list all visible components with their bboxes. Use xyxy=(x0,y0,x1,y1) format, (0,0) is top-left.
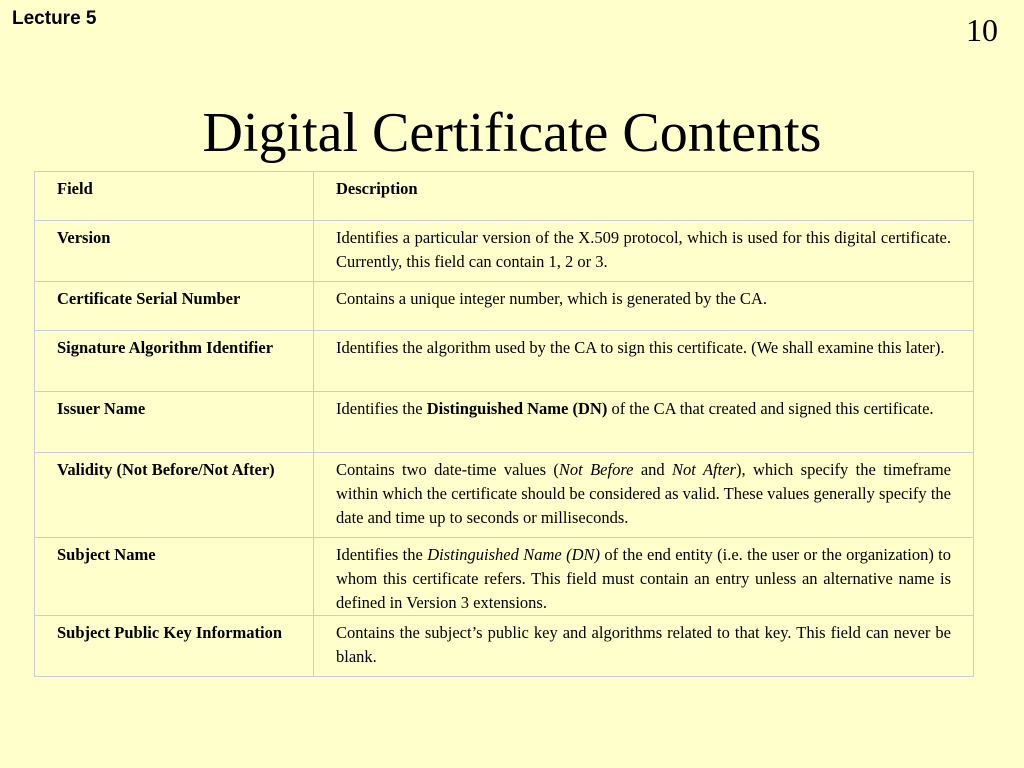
header-description: Description xyxy=(314,172,974,221)
description-italic-text: Distinguished Name (DN) xyxy=(427,545,601,564)
table-row xyxy=(35,392,974,453)
field-cell: Subject Name xyxy=(35,538,314,616)
field-cell: Signature Algorithm Identifier xyxy=(35,331,314,392)
table-row xyxy=(35,538,974,616)
table-row xyxy=(35,221,974,282)
description-cell: Contains the subject’s public key and algorithms related to that key. This field can never be blank. xyxy=(314,616,974,677)
field-cell: Certificate Serial Number xyxy=(35,282,314,331)
description-text: of the end entity (i.e. the user or the organization) to whom this certificate refers. This field must contain an entry unless an alternative name is defined in Version 3 extensions. xyxy=(336,545,952,612)
table-row xyxy=(35,453,974,538)
description-cell xyxy=(314,538,974,616)
description-text: of the CA that created and signed this certificate. xyxy=(607,399,934,418)
description-bold-text: Distinguished Name (DN) xyxy=(426,399,608,418)
description-text: Contains two date-time values ( xyxy=(336,460,559,479)
description-italic-text: Not Before xyxy=(558,460,634,479)
field-cell: Version xyxy=(35,221,314,282)
field-cell: Issuer Name xyxy=(35,392,314,453)
table-row xyxy=(35,616,974,677)
description-text: Identifies the xyxy=(336,399,427,418)
table-row xyxy=(35,282,974,331)
description-italic-text: Not After xyxy=(672,460,736,479)
description-text: and xyxy=(633,460,673,479)
field-cell: Subject Public Key Information xyxy=(35,616,314,677)
description-cell: Identifies the algorithm used by the CA to sign this certificate. (We shall examine this later). xyxy=(314,331,974,392)
description-cell xyxy=(314,453,974,538)
slide-title: Digital Certificate Contents xyxy=(202,102,822,164)
table-row xyxy=(35,331,974,392)
description-text: ), which specify the timeframe within which the certificate should be considered as valid. These values generally specify the date and time up to seconds or milliseconds. xyxy=(336,460,952,527)
description-cell xyxy=(314,392,974,453)
description-cell: Identifies a particular version of the X.509 protocol, which is used for this digital certificate. Currently, this field can contain 1, 2 or 3. xyxy=(314,221,974,282)
description-text: Identifies the xyxy=(336,545,428,564)
header-field: Field xyxy=(35,172,314,221)
lecture-label: Lecture 5 xyxy=(12,8,97,29)
field-cell: Validity (Not Before/Not After) xyxy=(35,453,314,538)
page-number: 10 xyxy=(966,12,998,48)
table-header-row xyxy=(35,172,974,221)
description-cell: Contains a unique integer number, which is generated by the CA. xyxy=(314,282,974,331)
certificate-fields-table xyxy=(34,171,974,677)
